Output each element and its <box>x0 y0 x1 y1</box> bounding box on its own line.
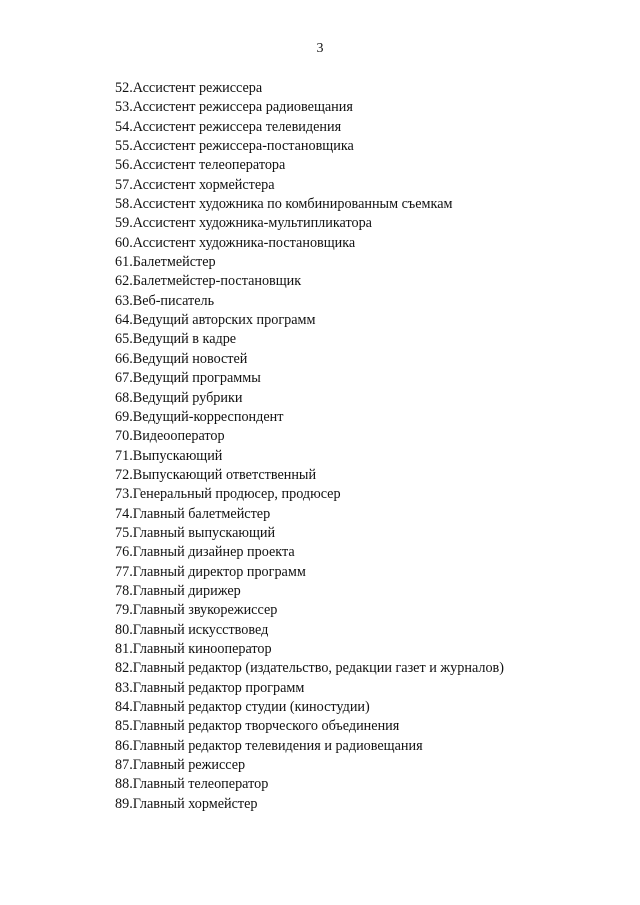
list-item-text: Ассистент художника по комбинированным съемкам <box>132 196 453 213</box>
list-item <box>115 408 504 427</box>
list-item <box>115 311 504 330</box>
list-item <box>115 505 504 524</box>
list-item-number: 82 . <box>115 659 133 678</box>
list-item <box>115 292 504 311</box>
list-item-text: Главный искусствовед <box>132 621 269 638</box>
list-item <box>115 659 504 678</box>
list-item-text: Ассистент художника-постановщика <box>132 234 356 251</box>
list-item-number: 64 . <box>115 311 133 330</box>
list-item <box>115 485 504 504</box>
list-item-text: Ведущий авторских программ <box>132 312 316 329</box>
list-item-text: Ведущий рубрики <box>132 389 243 406</box>
list-item-text: Ведущий новостей <box>132 350 248 367</box>
list-item <box>115 466 504 485</box>
list-item-text: Главный редактор творческого объединения <box>132 718 400 735</box>
list-item <box>115 176 504 195</box>
list-item <box>115 137 504 156</box>
list-item <box>115 156 504 175</box>
list-item-number: 54 . <box>115 118 133 137</box>
list-item-text: Балетмейстер-постановщик <box>132 273 302 290</box>
list-item <box>115 195 504 214</box>
list-item-text: Главный директор программ <box>132 563 306 580</box>
list-item-number: 87 . <box>115 756 133 775</box>
list-item-text: Главный балетмейстер <box>132 505 271 522</box>
list-item <box>115 775 504 794</box>
list-item-number: 86 . <box>115 737 133 756</box>
list-item-number: 65 . <box>115 330 133 349</box>
list-item <box>115 447 504 466</box>
list-item-text: Главный редактор программ <box>132 679 305 696</box>
list-item <box>115 350 504 369</box>
list-item-text: Главный редактор телевидения и радиовещания <box>132 737 423 754</box>
list-item-text: Балетмейстер <box>132 254 216 271</box>
list-item <box>115 330 504 349</box>
list-item <box>115 98 504 117</box>
list-item-number: 73 . <box>115 485 133 504</box>
list-item-number: 71 . <box>115 447 133 466</box>
list-item <box>115 756 504 775</box>
list-item-number: 61 . <box>115 253 133 272</box>
list-item-number: 88 . <box>115 775 133 794</box>
list-item <box>115 389 504 408</box>
list-item <box>115 582 504 601</box>
list-item <box>115 214 504 233</box>
list-item-number: 52 . <box>115 79 133 98</box>
list-item <box>115 543 504 562</box>
list-item <box>115 563 504 582</box>
list-item-number: 70 . <box>115 427 133 446</box>
list-item-text: Веб-писатель <box>132 292 215 309</box>
list-item-number: 55 . <box>115 137 133 156</box>
list-item-text: Ассистент телеоператора <box>132 157 286 174</box>
list-item-text: Ассистент режиссера телевидения <box>132 118 342 135</box>
list-item <box>115 737 504 756</box>
list-item-text: Ведущий в кадре <box>132 331 237 348</box>
list-item <box>115 253 504 272</box>
list-item-number: 89 . <box>115 795 133 814</box>
list-item-text: Ведущий программы <box>132 370 261 387</box>
list-item-number: 80 . <box>115 621 133 640</box>
list-item <box>115 272 504 291</box>
page-number: 3 <box>316 41 324 56</box>
list-item-number: 81 . <box>115 640 133 659</box>
list-item <box>115 698 504 717</box>
list-item-number: 78 . <box>115 582 133 601</box>
list-item-text: Ассистент режиссера <box>132 80 263 96</box>
list-item-text: Главный телеоператор <box>132 776 269 793</box>
list-item-number: 68 . <box>115 389 133 408</box>
list-item-number: 66 . <box>115 350 133 369</box>
list-item <box>115 369 504 388</box>
list-item-text: Главный звукорежиссер <box>132 602 278 619</box>
list-item-text: Главный хормейстер <box>132 795 258 812</box>
list-item-number: 74 . <box>115 505 133 524</box>
list-item-text: Главный выпускающий <box>132 524 276 541</box>
list-item-text: Ведущий-корреспондент <box>132 408 284 425</box>
list-item-number: 83 . <box>115 679 133 698</box>
list-item-text: Генеральный продюсер, продюсер <box>132 486 341 503</box>
list-item-text: Ассистент художника-мультипликатора <box>132 215 372 232</box>
list-item <box>115 640 504 659</box>
list-item <box>115 795 504 814</box>
list-item-number: 59 . <box>115 214 133 233</box>
list-item-text: Главный дизайнер проекта <box>132 544 295 561</box>
list-item-text: Главный редактор (издательство, редакции газет и журналов) <box>132 660 504 677</box>
list-item <box>115 524 504 543</box>
list-item-text: Ассистент режиссера радиовещания <box>132 99 353 116</box>
list-item <box>115 621 504 640</box>
list-item-number: 56 . <box>115 156 133 175</box>
list-item-number: 75 . <box>115 524 133 543</box>
list-item-number: 58 . <box>115 195 133 214</box>
list-item-number: 76 . <box>115 543 133 562</box>
list-item-number: 85 . <box>115 717 133 736</box>
list-item-number: 77 . <box>115 563 133 582</box>
numbered-list <box>115 79 504 814</box>
list-item <box>115 717 504 736</box>
list-item <box>115 427 504 446</box>
list-item <box>115 601 504 620</box>
list-item-number: 67 . <box>115 369 133 388</box>
list-item-number: 53 . <box>115 98 133 117</box>
list-item <box>115 234 504 253</box>
list-item-text: Главный кинооператор <box>132 640 272 657</box>
list-item-text: Видеооператор <box>132 428 225 445</box>
list-item-number: 63 . <box>115 292 133 311</box>
list-item-text: Выпускающий ответственный <box>132 466 317 483</box>
list-item-number: 57 . <box>115 176 133 195</box>
list-item-text: Главный дирижер <box>132 582 241 599</box>
list-item-text: Главный режиссер <box>132 757 246 774</box>
list-item-number: 62 . <box>115 272 133 291</box>
list-item <box>115 118 504 137</box>
list-item-text: Ассистент режиссера-постановщика <box>132 138 354 155</box>
list-item <box>115 79 504 98</box>
list-item <box>115 679 504 698</box>
list-item-number: 60 . <box>115 234 133 253</box>
list-item-text: Главный редактор студии (киностудии) <box>132 699 370 715</box>
list-item-number: 84 . <box>115 698 133 717</box>
list-item-number: 72 . <box>115 466 133 485</box>
list-item-number: 69 . <box>115 408 133 427</box>
list-item-number: 79 . <box>115 601 133 620</box>
list-item-text: Выпускающий <box>132 447 223 464</box>
list-item-text: Ассистент хормейстера <box>132 176 275 193</box>
